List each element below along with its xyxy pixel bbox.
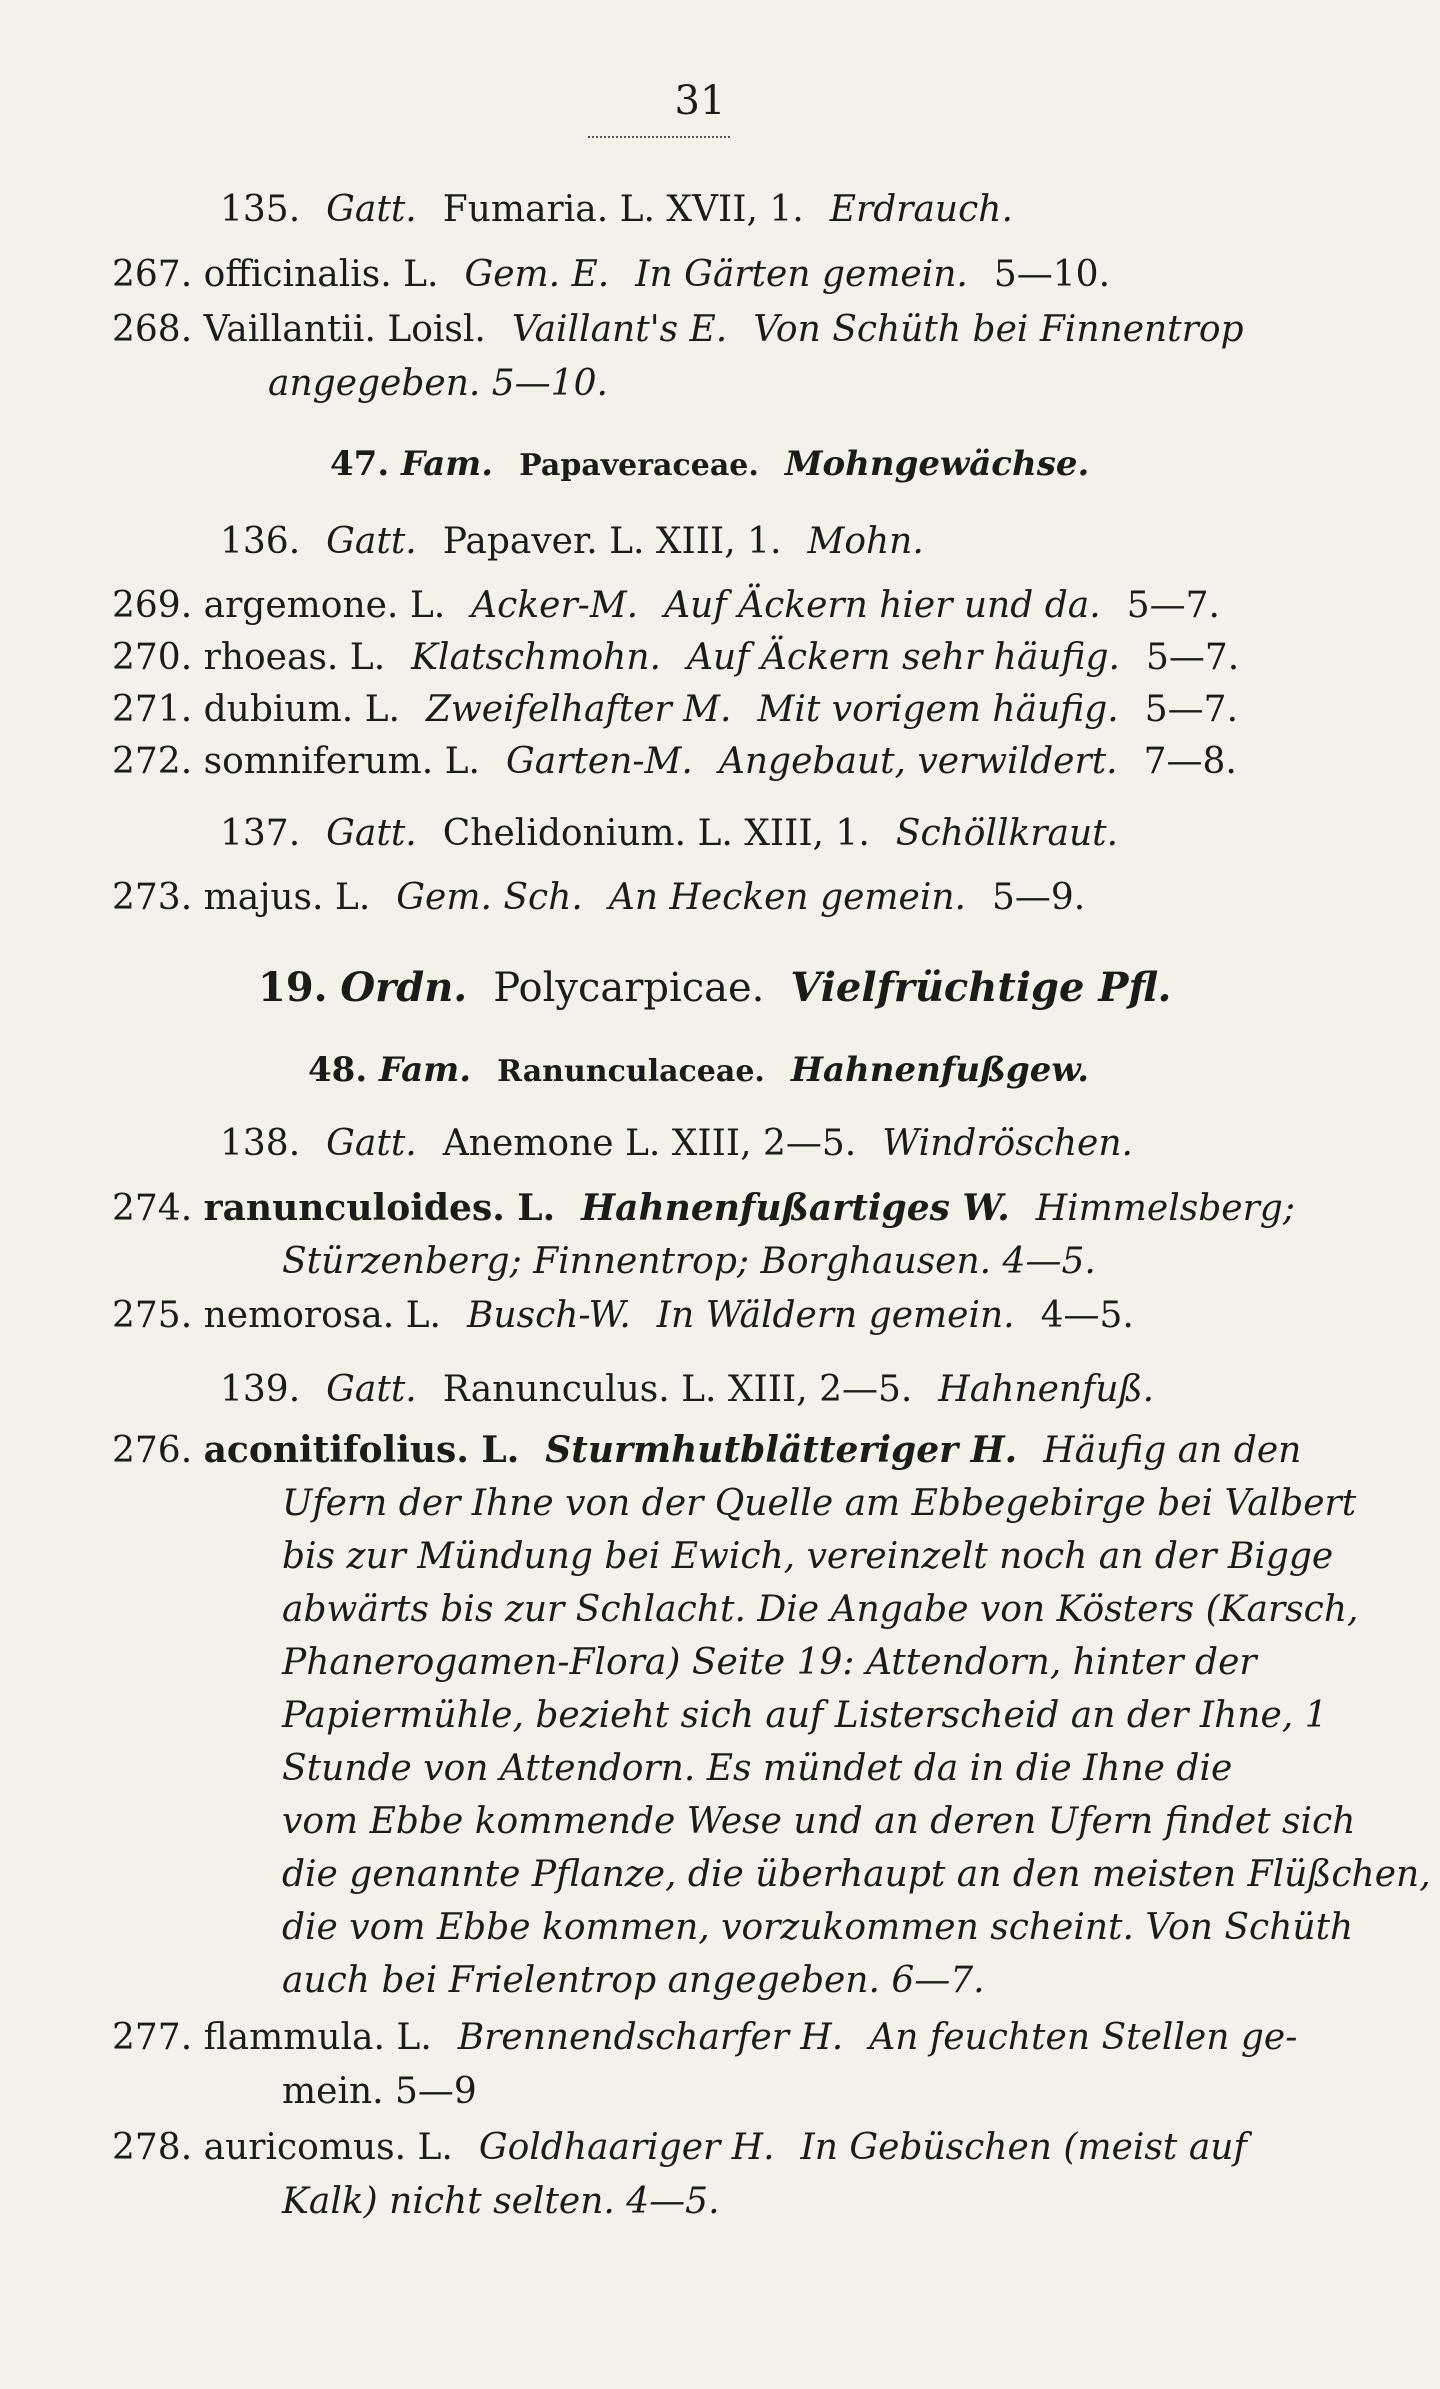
text-line: 273. majus. L. Gem. Sch. An Hecken gemein. 5—9. <box>112 877 1086 918</box>
header-rule <box>588 136 730 140</box>
text-line: bis zur Mündung bei Ewich, vereinzelt noch an der Bigge <box>282 1536 1334 1577</box>
text-line: die vom Ebbe kommen, vorzukommen scheint. Von Schüth <box>282 1907 1354 1948</box>
text-line: 272. somniferum. L. Garten-M. Angebaut, verwildert. 7—8. <box>112 741 1237 782</box>
text-line: abwärts bis zur Schlacht. Die Angabe von Kösters (Karsch, <box>282 1589 1359 1630</box>
text-line: 267. officinalis. L. Gem. E. In Gärten gemein. 5—10. <box>112 254 1111 295</box>
page-number: 31 <box>674 78 726 124</box>
text-line: Kalk) nicht selten. 4—5. <box>282 2181 720 2222</box>
text-line: 278. auricomus. L. Goldhaariger H. In Gebüschen (meist auf <box>112 2127 1247 2168</box>
text-line: 135. Gatt. Fumaria. L. XVII, 1. Erdrauch. <box>220 189 1013 230</box>
section-heading: 47. Fam. Papaveraceae. Mohngewächse. <box>330 444 1090 484</box>
text-line: die genannte Pflanze, die überhaupt an den meisten Flüßchen, <box>282 1854 1431 1895</box>
text-line: Stürzenberg; Finnentrop; Borghausen. 4—5. <box>282 1241 1096 1282</box>
text-line: 270. rhoeas. L. Klatschmohn. Auf Äckern sehr häufig. 5—7. <box>112 637 1240 678</box>
text-line: 275. nemorosa. L. Busch-W. In Wäldern gemein. 4—5. <box>112 1295 1134 1336</box>
text-line: Phanerogamen-Flora) Seite 19: Attendorn, hinter der <box>282 1642 1257 1683</box>
text-line: 274. ranunculoides. L. Hahnenfußartiges W. Himmelsberg; <box>112 1187 1295 1229</box>
text-line: auch bei Frielentrop angegeben. 6—7. <box>282 1960 985 2001</box>
text-line: Stunde von Attendorn. Es mündet da in die Ihne die <box>282 1748 1233 1789</box>
text-line: vom Ebbe kommende Wese und an deren Ufern findet sich <box>282 1801 1356 1842</box>
text-line: 271. dubium. L. Zweifelhafter M. Mit vorigem häufig. 5—7. <box>112 689 1239 730</box>
text-line: 269. argemone. L. Acker-M. Auf Äckern hier und da. 5—7. <box>112 585 1220 626</box>
text-line: 136. Gatt. Papaver. L. XIII, 1. Mohn. <box>220 521 924 562</box>
text-line: 138. Gatt. Anemone L. XIII, 2—5. Windröschen. <box>220 1123 1133 1164</box>
text-line: 276. aconitifolius. L. Sturmhutblätteriger H. Häufig an den <box>112 1429 1302 1471</box>
section-heading: 48. Fam. Ranunculaceae. Hahnenfußgew. <box>308 1050 1090 1090</box>
text-line: 268. Vaillantii. Loisl. Vaillant's E. Von Schüth bei Finnentrop <box>112 309 1244 350</box>
text-line: 277. flammula. L. Brennendscharfer H. An feuchten Stellen ge- <box>112 2017 1298 2058</box>
text-line: 139. Gatt. Ranunculus. L. XIII, 2—5. Hahnenfuß. <box>220 1369 1155 1410</box>
text-line: Ufern der Ihne von der Quelle am Ebbegebirge bei Valbert <box>282 1483 1357 1524</box>
text-line: angegeben. 5—10. <box>268 363 608 404</box>
text-line: Papiermühle, bezieht sich auf Listerscheid an der Ihne, 1 <box>282 1695 1328 1736</box>
text-line: 137. Gatt. Chelidonium. L. XIII, 1. Schöllkraut. <box>220 813 1119 854</box>
text-line: mein. 5—9 <box>282 2071 477 2112</box>
section-heading: 19. Ordn. Polycarpicae. Vielfrüchtige Pfl. <box>258 964 1172 1011</box>
